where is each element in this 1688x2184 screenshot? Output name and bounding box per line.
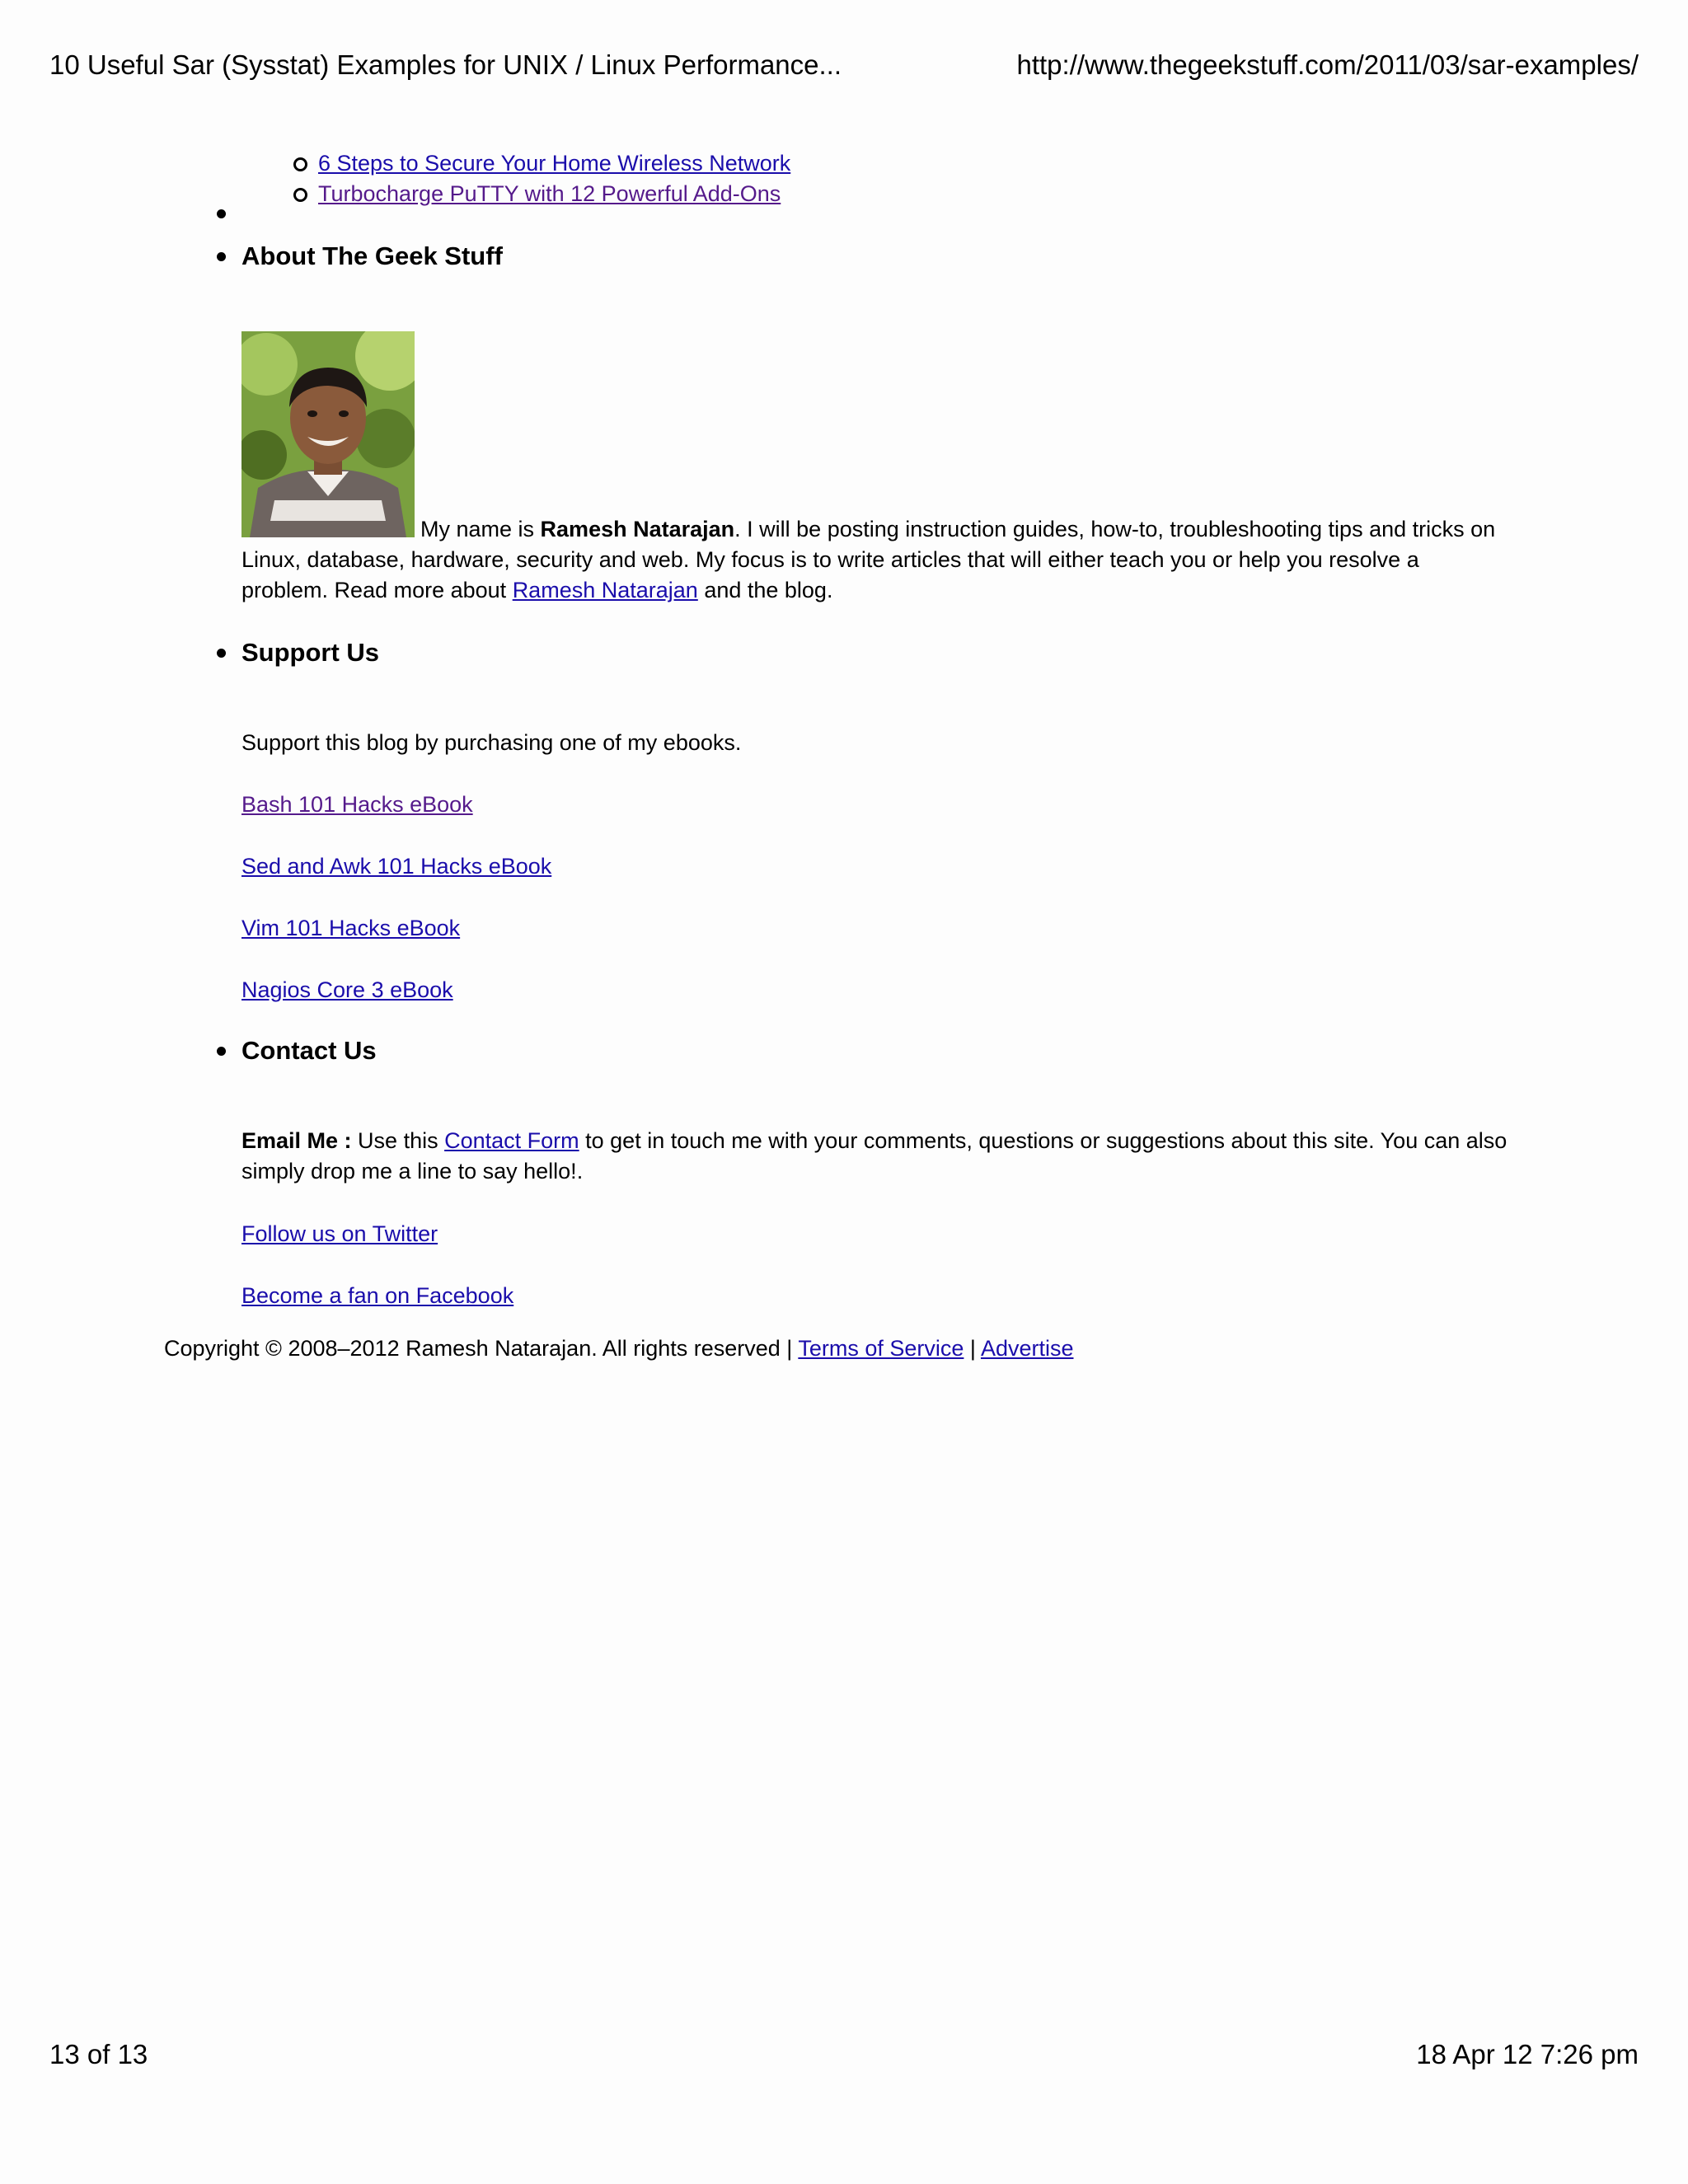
ebook-link-bash[interactable]: Bash 101 Hacks eBook: [241, 792, 473, 817]
contact-heading: Contact Us: [241, 1036, 377, 1065]
footer-separator: |: [964, 1336, 981, 1361]
support-heading: Support Us: [241, 638, 380, 667]
related-article-link[interactable]: Turbocharge PuTTY with 12 Powerful Add-Ons: [318, 181, 781, 206]
print-page-title: 10 Useful Sar (Sysstat) Examples for UNIX / Linux Performance...: [49, 49, 842, 80]
twitter-link[interactable]: Follow us on Twitter: [241, 1221, 438, 1246]
email-label: Email Me :: [241, 1128, 352, 1153]
list-bullet: [217, 649, 226, 658]
contact-text-before: Use this: [351, 1128, 445, 1153]
advertise-link[interactable]: Advertise: [980, 1336, 1074, 1361]
facebook-link[interactable]: Become a fan on Facebook: [241, 1283, 514, 1308]
contact-text-after: to get in touch me with your comments, questions or suggestions about this site. You can also simply drop me a line to say hello!.: [241, 1128, 1507, 1183]
print-datetime: 18 Apr 12 7:26 pm: [1416, 2039, 1639, 2069]
list-item: [318, 179, 790, 209]
about-heading: About The Geek Stuff: [241, 241, 503, 270]
terms-of-service-link[interactable]: Terms of Service: [798, 1336, 964, 1361]
print-footer: [49, 2039, 1639, 2070]
related-articles-list: [318, 148, 790, 209]
print-page-url: http://www.thegeekstuff.com/2011/03/sar-examples/: [1016, 49, 1639, 80]
contact-paragraph: [241, 1126, 1511, 1187]
author-photo: [241, 331, 415, 537]
print-header: [49, 49, 1639, 81]
ebook-link-nagios[interactable]: Nagios Core 3 eBook: [241, 977, 453, 1002]
author-avatar: [241, 331, 415, 537]
copyright-line: [164, 1333, 1074, 1364]
author-link[interactable]: Ramesh Natarajan: [512, 578, 698, 602]
page-number: 13 of 13: [49, 2039, 148, 2069]
list-bullet: [217, 1047, 226, 1056]
about-body: . I will be posting instruction guides, how-to, troubleshooting tips and tricks on Linux, database, hardware, security and web. My focus is to write articles that will either teach you or help you resolve a problem. Read more about: [241, 517, 1496, 602]
about-tail: and the blog.: [697, 578, 833, 602]
related-article-link[interactable]: 6 Steps to Secure Your Home Wireless Network: [318, 151, 791, 176]
about-intro: My name is: [420, 517, 541, 541]
about-paragraph: [241, 514, 1511, 606]
support-intro: Support this blog by purchasing one of my ebooks.: [241, 730, 742, 755]
author-name: Ramesh Natarajan: [540, 517, 735, 541]
list-bullet: [217, 252, 226, 261]
ebook-link-vim[interactable]: Vim 101 Hacks eBook: [241, 916, 461, 940]
list-item: [318, 148, 790, 179]
copyright-text: Copyright © 2008–2012 Ramesh Natarajan. All rights reserved |: [164, 1336, 799, 1361]
empty-list-bullet: [217, 209, 226, 218]
ebook-link-sed-awk[interactable]: Sed and Awk 101 Hacks eBook: [241, 854, 552, 879]
contact-form-link[interactable]: Contact Form: [444, 1128, 579, 1153]
